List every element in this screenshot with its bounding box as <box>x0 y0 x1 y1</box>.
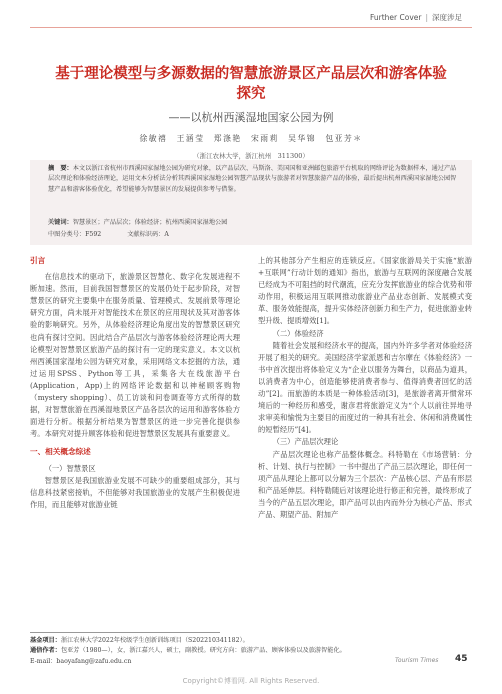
document-code: 文献标识码：A <box>127 231 169 238</box>
fund-note <box>30 636 470 646</box>
classification <box>48 229 195 238</box>
running-header <box>370 12 462 23</box>
section-1-heading: 一、相关概念综述 <box>30 447 91 457</box>
author-affiliation: （浙江农林大学，浙江杭州 311300） <box>193 152 309 160</box>
left-column <box>30 255 240 511</box>
subsection-3-paragraph: 产品层次理论也称产品整体概念。科特勒在《市场营销：分析、计划、执行与控制》一书中提出了产品三层次理论，即任何一项产品从理论上都可以分解为三个层次：产品核心层、产品有形层和产品延伸层。科特勒随后对该理论进行修正和完善，最终形成了当今的产品五层次理论，即产品可以由内而外分为核心产品、形式产品、期望产品、附加产 <box>258 449 472 519</box>
intro-paragraph: 在信息技术的驱动下，旅游景区智慧化、数字化发展进程不断加速。然而，目前我国智慧景区的发展仍处于起步阶段，对智慧景区的研究主要集中在服务质量、管理模式、发展前景等理论研究方面，尚未展开对智能技术在景区的应用现状及其对游客体验的影响研究。另外，从体验经济理论角度出发的智慧景区研究也尚有探讨空间。因此结合产品层次与游客体验经济理论两大理论模型对智慧景区旅游产品的探讨有一定的现实意义。本文以杭州西溪国家湿地公园为研究对象，采用网络文本挖掘的方法，通过运用SPSS、Python等工具，采集各大在线旅游平台(Application，App)上的网络评论数据和以神秘顾客购物（mystery shopping）、员工访谈和问卷调查等方式所得的数据，对智慧旅游在西溪湿地景区产品各层次的运用和游客体验方面进行分析。根据分析结果为智慧景区的进一步完善化提供参考。本研究对提升顾客体验和促进智慧景区发展具有重要意义。 <box>30 272 240 439</box>
page-number: 45 <box>455 654 468 664</box>
article-subtitle: ——以杭州西溪湿地国家公园为例 <box>168 111 334 124</box>
abstract-text: 本文以浙江省杭州市西溪国家湿地公园为研究对象，以产品层次、马斯洛、美国国和亚洲邮包旅游平台机取的网络评论为数据样本，通过产品层次理论和体验经济理论，运用文本分析法分析其西溪国家湿地公园智慧产品现状与旅游者对智慧旅游产品的体验，最后提出杭州西溪国家湿地公园智慧产品和游客体验优化，希望能够为智慧景区的发展提供参考与借鉴。 <box>48 165 457 193</box>
author-list: 徐敏禧 王涵莹 郑涤艳 宋雨莉 吴华锦 包亚芳＊ <box>139 134 363 143</box>
keywords-text: 智慧景区；产品层次；体验经济；杭州西溪国家湿地公园 <box>72 219 228 226</box>
continued-paragraph: 上的其他部分产生相应的连锁反应。《国家旅游局关于实施“旅游+互联网”行动计划的通知》指出，旅游与互联网的深度融合发展已经成为不可阻挡的时代潮流，应充分发挥旅游业的综合优势和带动作用，积极运用互联网推动旅游业产品业态创新、发展模式变革、服务效能提高，提升实体经济创新力和生产力，促进旅游业转型升级、提质增效[1]。 <box>258 256 472 326</box>
author-note <box>30 646 470 656</box>
fund-text: 浙江农林大学2022年校级学生创新训练项目（S202210341182）。 <box>60 637 249 644</box>
corresponding-author-text: 包亚芳（1980—），女，浙江嘉兴人，硕士，副教授。研究方向：旅游产品、顾客体验以及旅游智能化。 <box>60 647 346 655</box>
subsection-1-heading: （一）智慧景区 <box>44 463 96 473</box>
copyright-watermark: Copyright©博看网. All Rights Reserved. <box>182 677 320 685</box>
abstract-box <box>30 160 472 245</box>
journal-logo: Tourism Times <box>395 657 439 664</box>
keywords <box>48 217 227 226</box>
subsection-2-heading: （二）体验经济 <box>272 328 324 338</box>
corresponding-author-label: 通信作者： <box>30 647 61 655</box>
abstract-label: 摘 要： <box>48 165 73 172</box>
subsection-3-heading: （三）产品层次理论 <box>272 437 339 447</box>
footnote-rule <box>30 632 220 633</box>
article-title: 基于理论模型与多源数据的智慧旅游景区产品层次和游客体验探究 <box>55 66 447 102</box>
right-column <box>258 255 472 521</box>
header-section-en: Further Cover <box>369 13 422 22</box>
subsection-2-paragraph: 随着社会发展和经济水平的提高，国内外许多学者对体验经济开展了相关的研究。美国经济学家派恩和吉尔摩在《体验经济》一书中首次提出将体验定义为“企业以服务为舞台，以商品为道具，以消费者为中心，创造能够使消费者参与、值得消费者回忆的活动”[2]。而旅游的本质是一种体验活动[3]，是旅游者离开惯常环境后的一种经历和感受，谢彦君将旅游定义为“个人以前往异地寻求审美和愉悦为主要目的而度过的一种具有社会、休闲和消费属性的短暂经历”[4]。 <box>258 340 472 435</box>
intro-heading: 引言 <box>30 256 46 265</box>
author-email: E-mail：baoyafang@zafu.edu.cn <box>30 657 132 665</box>
header-rule <box>30 27 472 28</box>
subsection-1-paragraph: 智慧景区是我国旅游业发展不可缺少的重要组成部分，其与信息科技紧密接轨，不但能够对我国旅游业的发展产生积极促进作用，而且能够对旅游业链 <box>30 475 240 509</box>
header-separator: | <box>425 13 428 22</box>
clc-number: 中图分类号：F592 <box>48 231 102 238</box>
fund-label: 基金项目： <box>30 637 61 644</box>
abstract <box>48 164 462 195</box>
keywords-label: 关键词： <box>48 219 73 226</box>
header-section-cn: 深度涉足 <box>432 13 462 22</box>
